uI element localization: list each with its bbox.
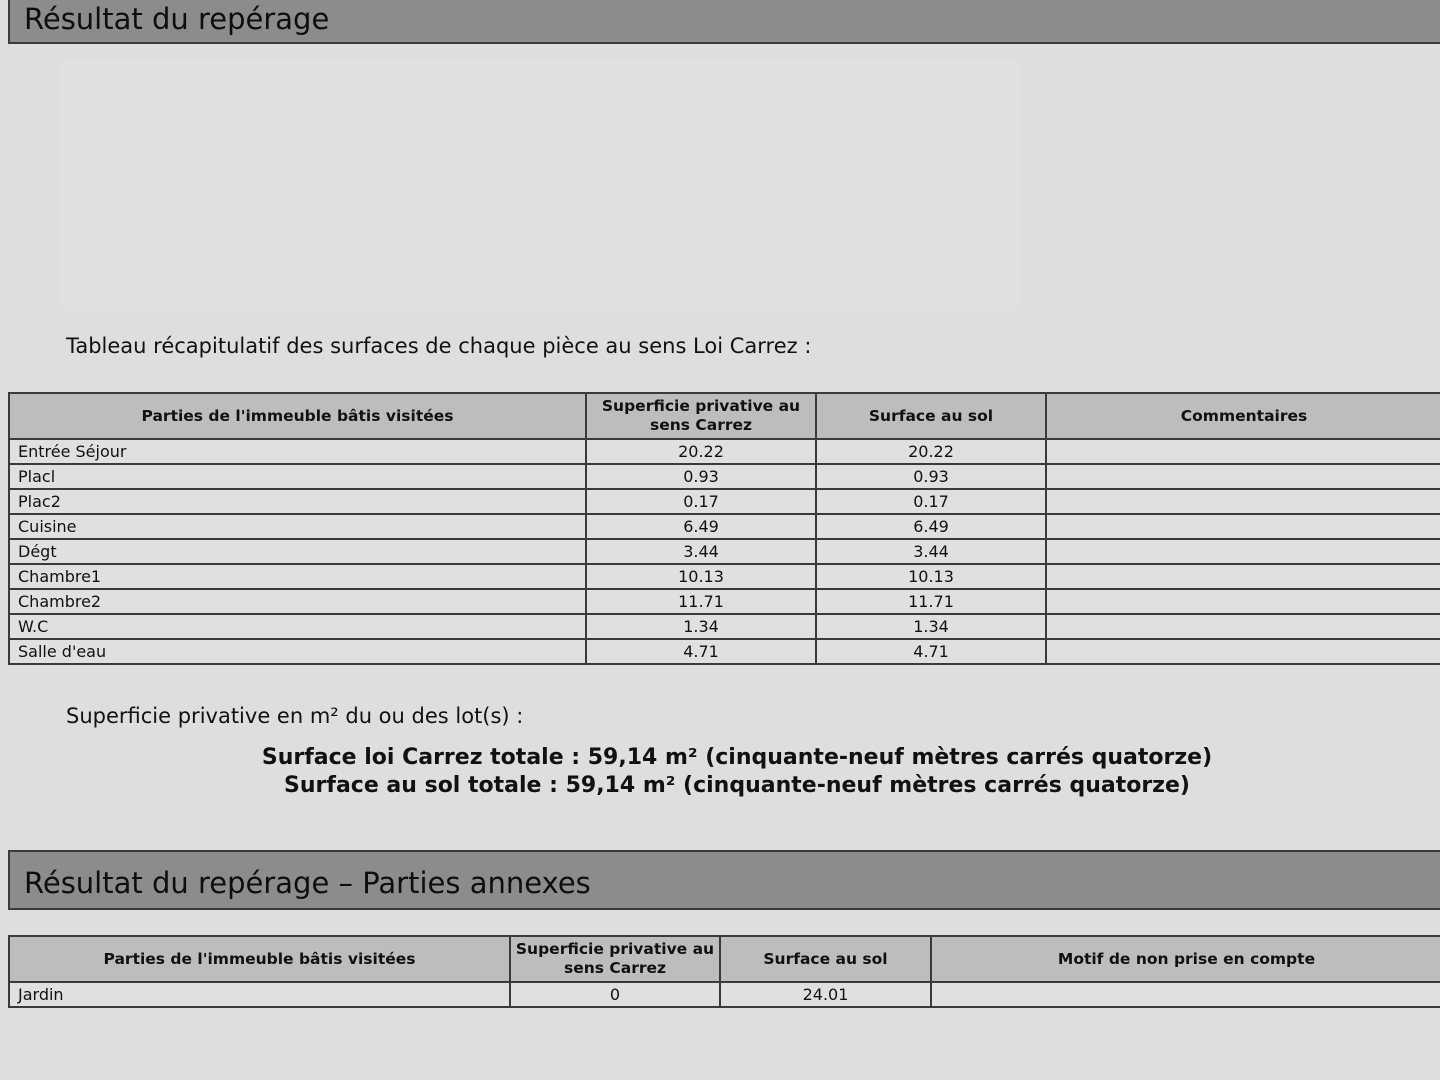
cell-sol: 4.71 — [816, 639, 1046, 664]
table-row — [9, 464, 1440, 489]
cell-comment — [1046, 514, 1440, 539]
cell-sol: 0.17 — [816, 489, 1046, 514]
cell-comment — [1046, 564, 1440, 589]
cell-sol: 6.49 — [816, 514, 1046, 539]
table-row — [9, 489, 1440, 514]
cell-room-name: Cuisine — [9, 514, 586, 539]
cell-room-name: Chambre1 — [9, 564, 586, 589]
column-header-motif: Motif de non prise en compte — [931, 936, 1440, 982]
section-header-top — [8, 0, 1440, 44]
column-header-surface-sol: Surface au sol — [816, 393, 1046, 439]
cell-sol: 20.22 — [816, 439, 1046, 464]
table-row — [9, 439, 1440, 464]
cell-carrez: 20.22 — [586, 439, 816, 464]
column-header-commentaires: Commentaires — [1046, 393, 1440, 439]
cell-motif — [931, 982, 1440, 1007]
blank-area — [60, 60, 1020, 310]
table-row — [9, 639, 1440, 664]
cell-room-name: W.C — [9, 614, 586, 639]
cell-comment — [1046, 539, 1440, 564]
table-row — [9, 564, 1440, 589]
column-header-parties: Parties de l'immeuble bâtis visitées — [9, 393, 586, 439]
table-header-row — [9, 393, 1440, 439]
table-row — [9, 539, 1440, 564]
cell-sol: 24.01 — [720, 982, 931, 1007]
table-intro-text: Tableau récapitulatif des surfaces de chaque pièce au sens Loi Carrez : — [66, 334, 812, 358]
table-row — [9, 982, 1440, 1007]
cell-comment — [1046, 489, 1440, 514]
annex-surfaces-table — [8, 935, 1440, 1008]
cell-comment — [1046, 439, 1440, 464]
cell-carrez: 0.93 — [586, 464, 816, 489]
cell-carrez: 3.44 — [586, 539, 816, 564]
cell-sol: 1.34 — [816, 614, 1046, 639]
cell-room-name: Entrée Séjour — [9, 439, 586, 464]
cell-carrez: 1.34 — [586, 614, 816, 639]
cell-carrez: 0 — [510, 982, 720, 1007]
column-header-superficie-carrez: Superficie privative au sens Carrez — [510, 936, 720, 982]
summary-label: Superficie privative en m² du ou des lot(s) : — [66, 704, 524, 728]
cell-carrez: 4.71 — [586, 639, 816, 664]
cell-sol: 10.13 — [816, 564, 1046, 589]
section-header-top-title: Résultat du repérage — [24, 2, 330, 36]
cell-sol: 0.93 — [816, 464, 1046, 489]
cell-room-name: Placl — [9, 464, 586, 489]
cell-comment — [1046, 614, 1440, 639]
section-header-annexes-title: Résultat du repérage – Parties annexes — [24, 866, 591, 900]
cell-sol: 3.44 — [816, 539, 1046, 564]
carrez-surfaces-table — [8, 392, 1440, 665]
cell-room-name: Jardin — [9, 982, 510, 1007]
cell-carrez: 11.71 — [586, 589, 816, 614]
table-header-row — [9, 936, 1440, 982]
cell-carrez: 10.13 — [586, 564, 816, 589]
cell-room-name: Dégt — [9, 539, 586, 564]
cell-room-name: Salle d'eau — [9, 639, 586, 664]
cell-room-name: Chambre2 — [9, 589, 586, 614]
table-row — [9, 614, 1440, 639]
column-header-surface-sol: Surface au sol — [720, 936, 931, 982]
section-header-annexes — [8, 850, 1440, 910]
cell-comment — [1046, 464, 1440, 489]
cell-room-name: Plac2 — [9, 489, 586, 514]
column-header-superficie-carrez: Superficie privative au sens Carrez — [586, 393, 816, 439]
total-sol-text: Surface au sol totale : 59,14 m² (cinquante-neuf mètres carrés quatorze) — [284, 773, 1190, 798]
cell-comment — [1046, 639, 1440, 664]
cell-sol: 11.71 — [816, 589, 1046, 614]
column-header-parties: Parties de l'immeuble bâtis visitées — [9, 936, 510, 982]
cell-carrez: 0.17 — [586, 489, 816, 514]
table-row — [9, 589, 1440, 614]
table-row — [9, 514, 1440, 539]
cell-carrez: 6.49 — [586, 514, 816, 539]
totals-block — [0, 744, 1440, 800]
cell-comment — [1046, 589, 1440, 614]
total-carrez-text: Surface loi Carrez totale : 59,14 m² (cinquante-neuf mètres carrés quatorze) — [261, 745, 1213, 770]
